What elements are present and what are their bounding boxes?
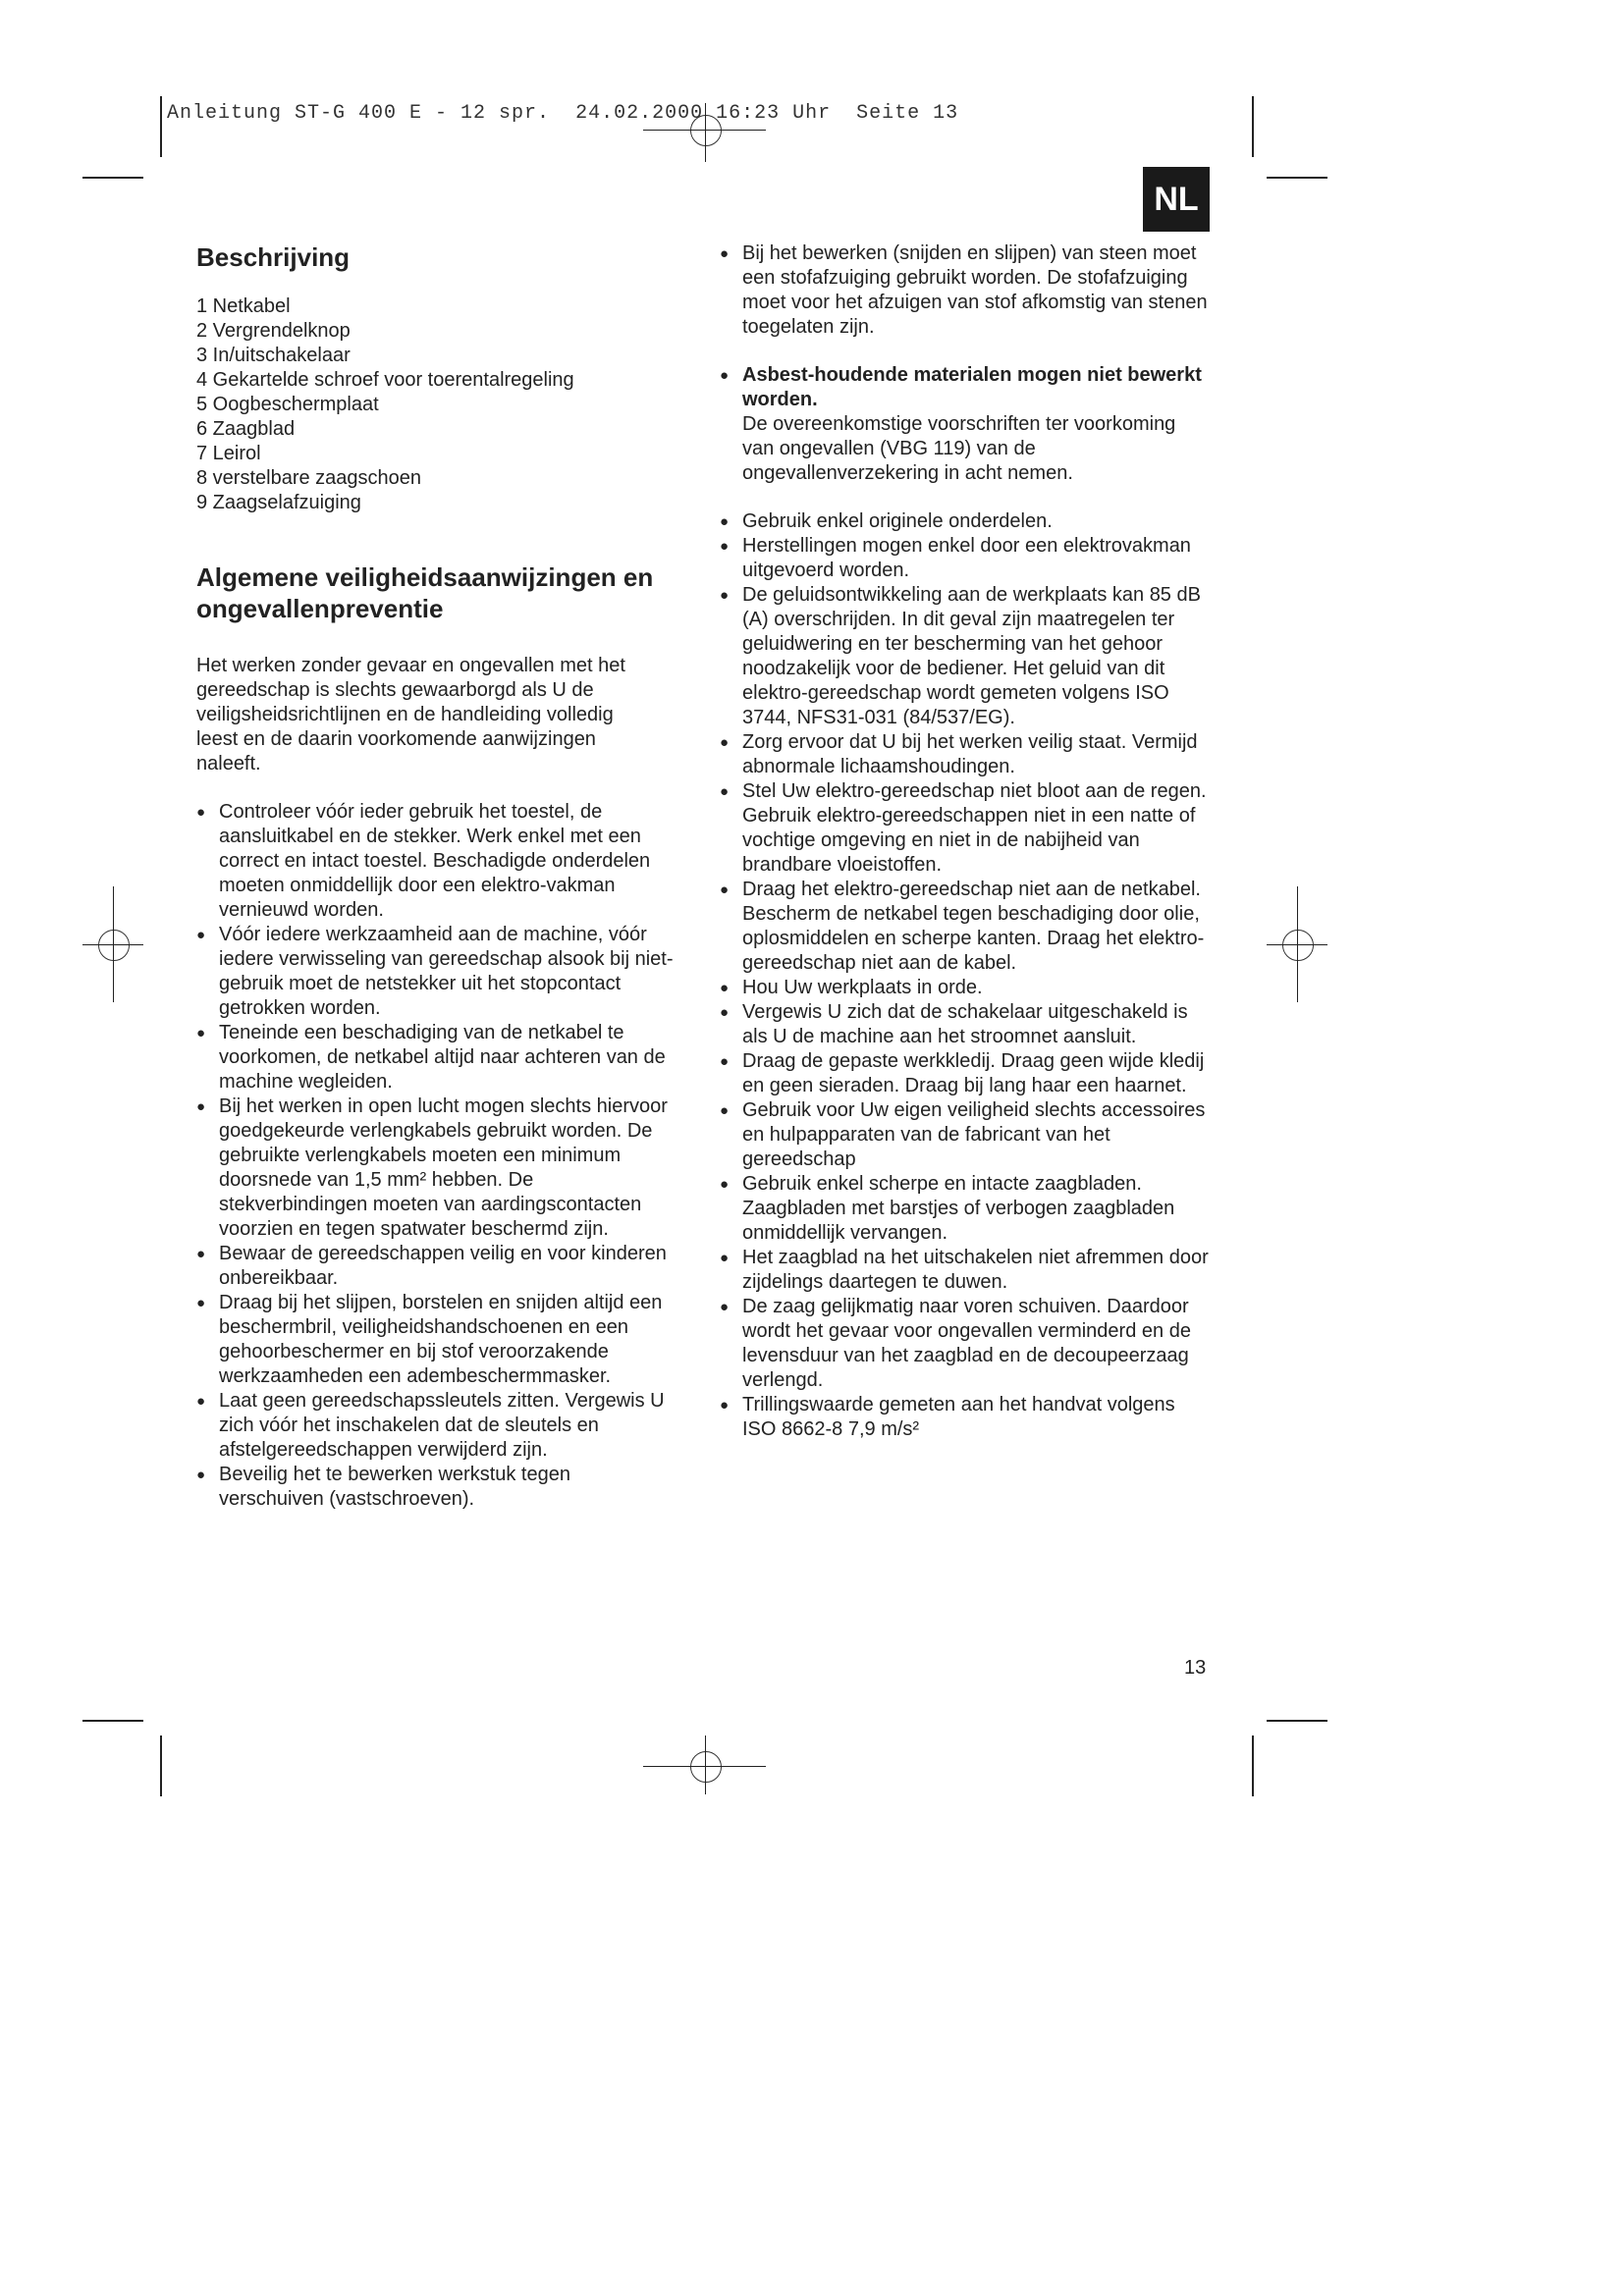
registration-mark-icon <box>1282 930 1314 961</box>
list-item: ● Gebruik enkel scherpe en intacte zaagbladen. Zaagbladen met barstjes of verbogen zaagbladen onmiddellijk vervangen. <box>720 1172 1211 1246</box>
list-item: 9 Zaagselafzuiging <box>196 492 361 513</box>
list-item: ● Hou Uw werkplaats in orde. <box>720 976 1211 1000</box>
crop-mark <box>1252 1735 1254 1796</box>
print-header: Anleitung ST-G 400 E - 12 spr. 24.02.2000 16:23 Uhr Seite 13 <box>167 102 959 125</box>
list-item: ● Teneinde een beschadiging van de netkabel te voorkomen, de netkabel altijd naar achteren van de machine wegleiden. <box>196 1021 677 1095</box>
list-item: ● Stel Uw elektro-gereedschap niet bloot aan de regen. Gebruik elektro-gereedschappen niet in een natte of vochtige omgeving en niet in de nabijheid van brandbare vloeistoffen. <box>720 779 1211 878</box>
crop-mark <box>82 1720 143 1722</box>
registration-mark-icon <box>690 1751 722 1783</box>
list-item: ● Bij het werken in open lucht mogen slechts hiervoor goedgekeurde verlengkabels gebruikt worden. De gebruikte verlengkabels moeten een minimum doorsnede van 1,5 mm² hebben. De stekverbindingen moeten van aardingscontacten voorzien en tegen spatwater beschermd zijn. <box>196 1095 677 1242</box>
list-item: 4 Gekartelde schroef voor toerentalregeling <box>196 369 574 391</box>
list-item: ● Draag bij het slijpen, borstelen en snijden altijd een beschermbril, veiligheidshandschoenen en een gehoorbeschermer en bij stof veroorzakende werkzaamheden een adembeschermmasker. <box>196 1291 677 1389</box>
section-title-safety: Algemene veiligheidsaanwijzingen en ongevallenpreventie <box>196 562 654 623</box>
list-item: ● Het zaagblad na het uitschakelen niet afremmen door zijdelings daartegen te duwen. <box>720 1246 1211 1295</box>
safety-bullets-left <box>196 800 677 1512</box>
list-item: 7 Leirol <box>196 443 261 464</box>
parts-list <box>196 294 687 515</box>
list-item: ● Draag de gepaste werkkledij. Draag geen wijde kledij en geen sieraden. Draag bij lang haar een haarnet. <box>720 1049 1211 1098</box>
list-item: 8 verstelbare zaagschoen <box>196 467 422 489</box>
list-item: ● Controleer vóór ieder gebruik het toestel, de aansluitkabel en de stekker. Werk enkel met een correct en intact toestel. Beschadigde onderdelen moeten onmiddellijk door een elektro-vakman vernieuwd worden. <box>196 800 677 923</box>
list-item: ● Bij het bewerken (snijden en slijpen) van steen moet een stofafzuiging gebruikt worden. De stofafzuiging moet voor het afzuigen van stof afkomstig van stenen toegelaten zijn. <box>720 241 1211 340</box>
crop-mark <box>160 1735 162 1796</box>
list-item: ● Zorg ervoor dat U bij het werken veilig staat. Vermijd abnormale lichaamshoudingen. <box>720 730 1211 779</box>
left-column <box>196 241 687 1512</box>
list-item: ● De zaag gelijkmatig naar voren schuiven. Daardoor wordt het gevaar voor ongevallen verminderd en de levensduur van het zaagblad en de decoupeerzaag verlengd. <box>720 1295 1211 1393</box>
crop-mark <box>1267 177 1327 179</box>
list-item: ● Laat geen gereedschapssleutels zitten. Vergewis U zich vóór het inschakelen dat de sleutels en afstelgereedschappen verwijderd zijn. <box>196 1389 677 1463</box>
list-item: ● Herstellingen mogen enkel door een elektrovakman uitgevoerd worden. <box>720 534 1211 583</box>
registration-line <box>705 1735 706 1794</box>
page-number: 13 <box>1184 1657 1207 1679</box>
crop-mark <box>160 96 162 157</box>
crop-mark <box>82 177 143 179</box>
asbestos-warning-text: De overeenkomstige voorschriften ter voorkoming van ongevallen (VBG 119) van de ongevallenverzekering in acht nemen. <box>742 413 1176 484</box>
list-item: ● Bewaar de gereedschappen veilig en voor kinderen onbereikbaar. <box>196 1242 677 1291</box>
list-item: 6 Zaagblad <box>196 418 296 440</box>
registration-line <box>113 886 114 1002</box>
section-title-description: Beschrijving <box>196 242 351 272</box>
asbestos-warning-title: Asbest-houdende materialen mogen niet bewerkt worden. <box>742 364 1202 410</box>
list-item: 2 Vergrendelknop <box>196 320 351 342</box>
asbestos-warning <box>720 363 1211 486</box>
list-item: ● Gebruik voor Uw eigen veiligheid slechts accessoires en hulpapparaten van de fabricant van het gereedschap <box>720 1098 1211 1172</box>
registration-line <box>1297 886 1298 1002</box>
list-item: ● Gebruik enkel originele onderdelen. <box>720 509 1211 534</box>
list-item: ● De geluidsontwikkeling aan de werkplaats kan 85 dB (A) overschrijden. In dit geval zijn maatregelen ter geluidwering en ter bescherming van het gehoor noodzakelijk voor de bediener. Het geluid van dit elektro-gereedschap wordt gemeten volgens ISO 3744, NFS31-031 (84/537/EG). <box>720 583 1211 730</box>
right-column <box>720 241 1211 1442</box>
safety-bullets-right <box>720 509 1211 1442</box>
language-badge: NL <box>1143 167 1210 232</box>
list-item: 5 Oogbeschermplaat <box>196 394 379 415</box>
intro-paragraph: Het werken zonder gevaar en ongevallen met het gereedschap is slechts gewaarborgd als U de veiligsheidsrichtlijnen en de handleiding volledig leest en de daarin voorkomende aanwijzingen naleeft. <box>196 655 625 774</box>
registration-mark-icon <box>98 930 130 961</box>
list-item: 1 Netkabel <box>196 295 291 317</box>
list-item: ● Beveilig het te bewerken werkstuk tegen verschuiven (vastschroeven). <box>196 1463 677 1512</box>
list-item: ● Vóór iedere werkzaamheid aan de machine, vóór iedere verwisseling van gereedschap alsook bij niet-gebruik moet de netstekker uit het stopcontact getrokken worden. <box>196 923 677 1021</box>
list-item: 3 In/uitschakelaar <box>196 345 351 366</box>
list-item: ● Trillingswaarde gemeten aan het handvat volgens ISO 8662-8 7,9 m/s² <box>720 1393 1211 1442</box>
crop-mark <box>1267 1720 1327 1722</box>
list-item: ● Draag het elektro-gereedschap niet aan de netkabel. Bescherm de netkabel tegen beschadiging door olie, oplosmiddelen en scherpe kanten. Draag het elektro-gereedschap niet aan de kabel. <box>720 878 1211 976</box>
list-item: ● Vergewis U zich dat de schakelaar uitgeschakeld is als U de machine aan het stroomnet aansluit. <box>720 1000 1211 1049</box>
crop-mark <box>1252 96 1254 157</box>
